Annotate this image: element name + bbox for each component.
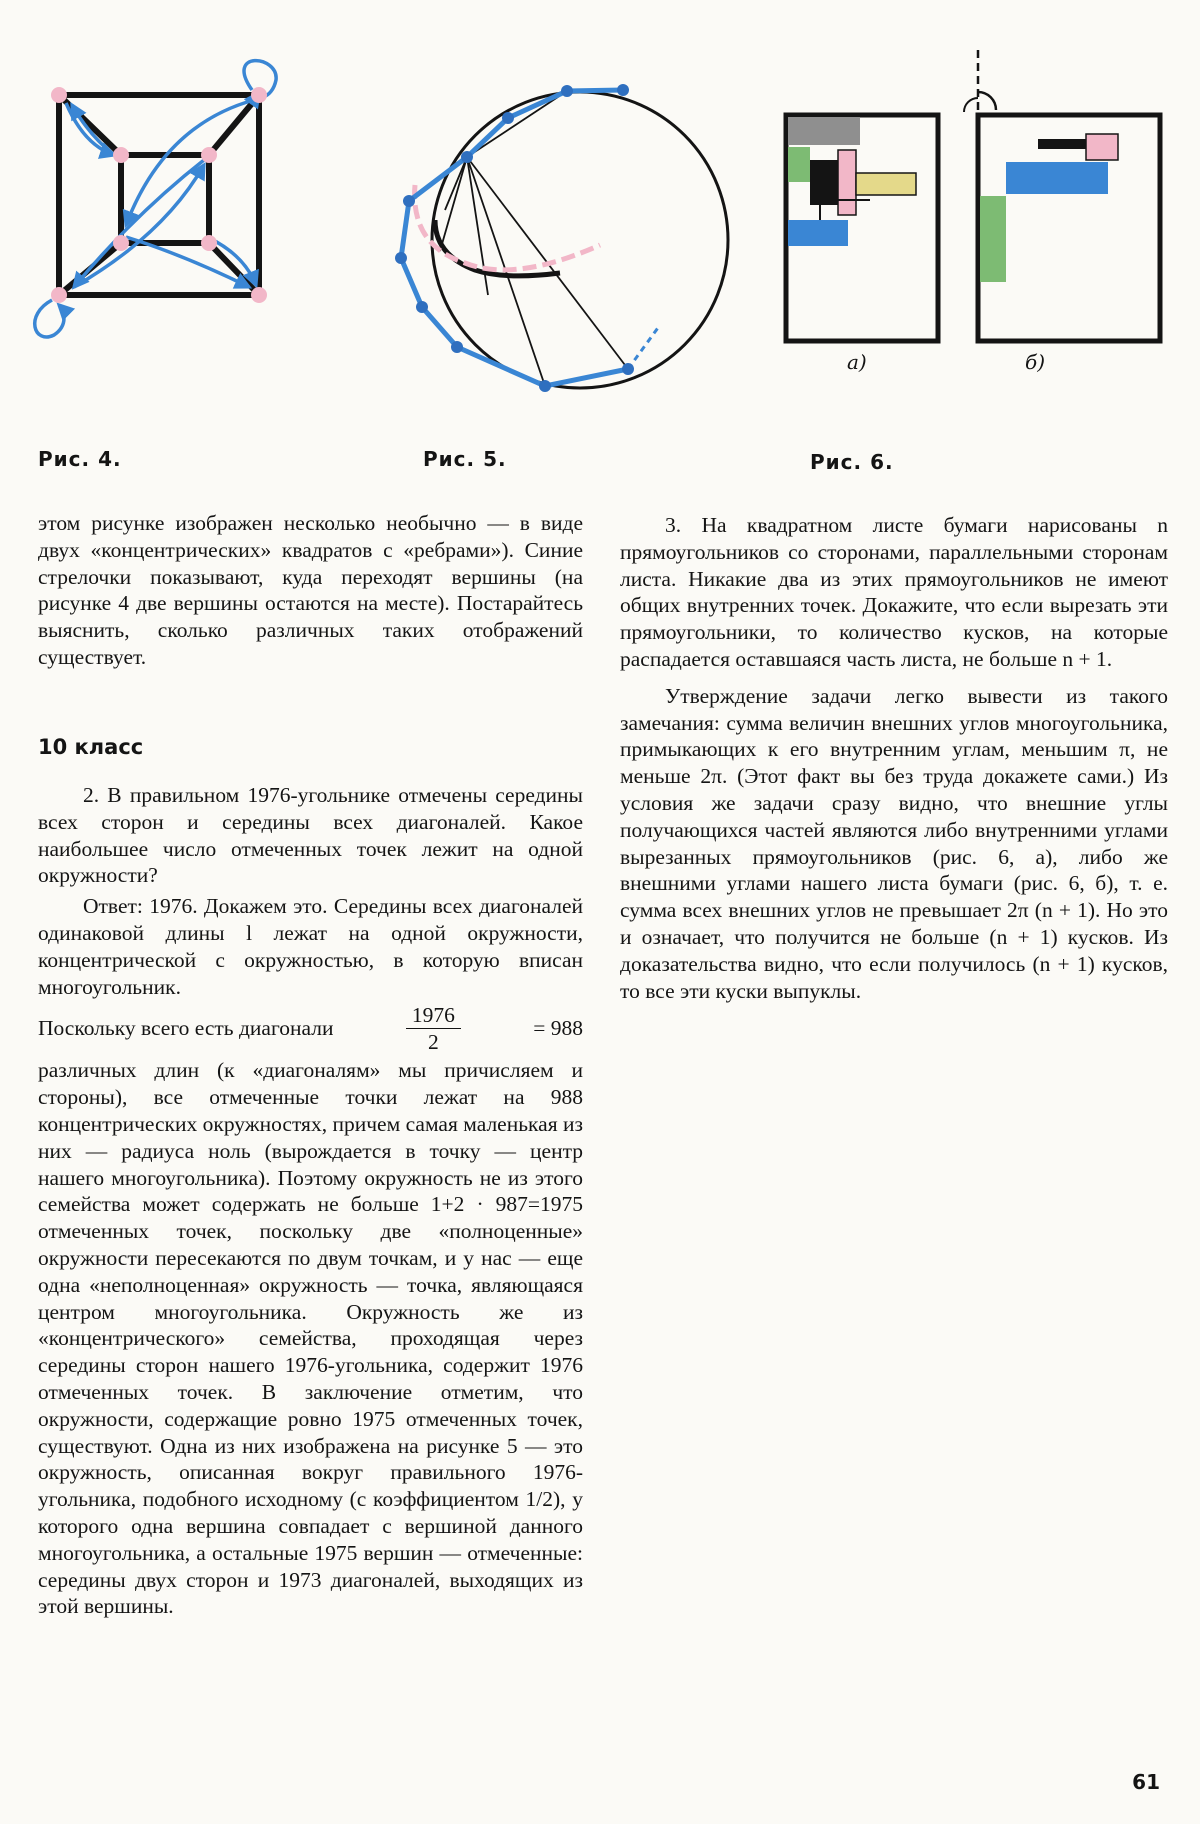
section-title: 10 класс	[38, 735, 144, 759]
formula-result: = 988	[533, 1016, 583, 1041]
left-column-top	[38, 510, 583, 671]
intro-paragraph: этом рисунке изображен несколько необычно — в виде двух «концентрических» квадратов с «ребрами»). Синие стрелочки показывают, куда переходят вершины (на рисунке 4 две вершины остаются на месте). Постарайтесь выяснить, сколько различных таких отображений существует.	[38, 511, 583, 669]
answer-part-1: Ответ: 1976. Докажем это. Середины всех диагоналей одинаковой длины l лежат на одной окружности, концентрической с окружностью, в которую вписан многоугольник.	[38, 894, 583, 999]
fraction-numerator: 1976	[406, 1002, 461, 1029]
problem-3: 3. На квадратном листе бумаги нарисованы n прямоугольников со сторонами, параллельными сторонам листа. Никакие два из этих прямоугольников не имеют общих внутренних точек. Докажите, что если вырезать эти прямоугольники, то количество кусков, на которые распадается оставшаяся часть листа, не больше n + 1.	[620, 513, 1168, 671]
figure-4	[14, 55, 314, 375]
circumcircle	[432, 92, 728, 388]
problem-2: 2. В правильном 1976-угольнике отмечены середины всех сторон и середины всех диагоналей. Какое наибольшее число отмеченных точек лежит на одной окружности?	[38, 783, 583, 888]
formula-lead: Поскольку всего есть диагонали	[38, 1016, 334, 1041]
problem-3-solution: Утверждение задачи легко вывести из такого замечания: сумма величин внешних углов многоугольника, примыкающих к его внутренним углам, меньшим π, не меньше 2π. (Этот факт вы без труда докажете сами.) Из условия же задачи сразу видно, что внешние углы получающихся частей являются либо внутренними углами вырезанных прямоугольников (рис. 6, а), либо же внешними углами нашего листа бумаги (рис. 6, б), т. е. сумма всех внешних углов не превышает 2π (n + 1). Но это и означает, что получится не больше (n + 1) кусков. Из доказательства видно, что если получилось (n + 1) кусков, то все эти куски выпуклы.	[620, 683, 1168, 1003]
fraction-denominator: 2	[427, 1030, 439, 1055]
formula-line	[38, 1002, 583, 1055]
figure-4-caption: Рис. 4.	[38, 447, 122, 471]
right-column	[620, 512, 1168, 1004]
figure-5	[395, 55, 735, 405]
figure-6a-label: а)	[847, 350, 867, 374]
answer-part-2: различных длин (к «диагоналям» мы причисляем и стороны), все отмеченные точки лежат на 988 концентрических окружностях, причем самая маленькая из них — радиуса ноль (вырождается в точку — центр нашего многоугольника). Поэтому окружность не из этого семейства может содержать не больше 1+2 · 987=1975 отмеченных точек, поскольку две «полноценные» окружности пересекаются по двум точкам, и у нас — еще одна «неполноценная» окружность — точка, являющаяся центром многоугольника. Окружность же из «концентрического» семейства, проходящая через середины сторон нашего 1976-угольника, содержит 1976 отмеченных точек. В заключение отметим, что окружности, содержащие ровно 1975 отмеченных точек, существуют. Одна из них изображена на рисунке 5 — это окружность, описанная вокруг правильного 1976-угольника, подобного исходному (с коэффициентом 1/2), у которого одна вершина совпадает с вершиной данного многоугольника, а остальные 1975 вершин — отмеченные: середины двух сторон и 1973 диагоналей, выходящих из этой вершины.	[38, 1058, 583, 1619]
fraction	[406, 1002, 461, 1055]
left-column-main	[38, 782, 583, 1620]
figure-5-caption: Рис. 5.	[423, 447, 507, 471]
figure-6-caption: Рис. 6.	[810, 450, 894, 474]
figure-6b-label: б)	[1025, 350, 1046, 374]
page-number: 61	[1132, 1770, 1160, 1794]
figure-6	[780, 50, 1180, 380]
